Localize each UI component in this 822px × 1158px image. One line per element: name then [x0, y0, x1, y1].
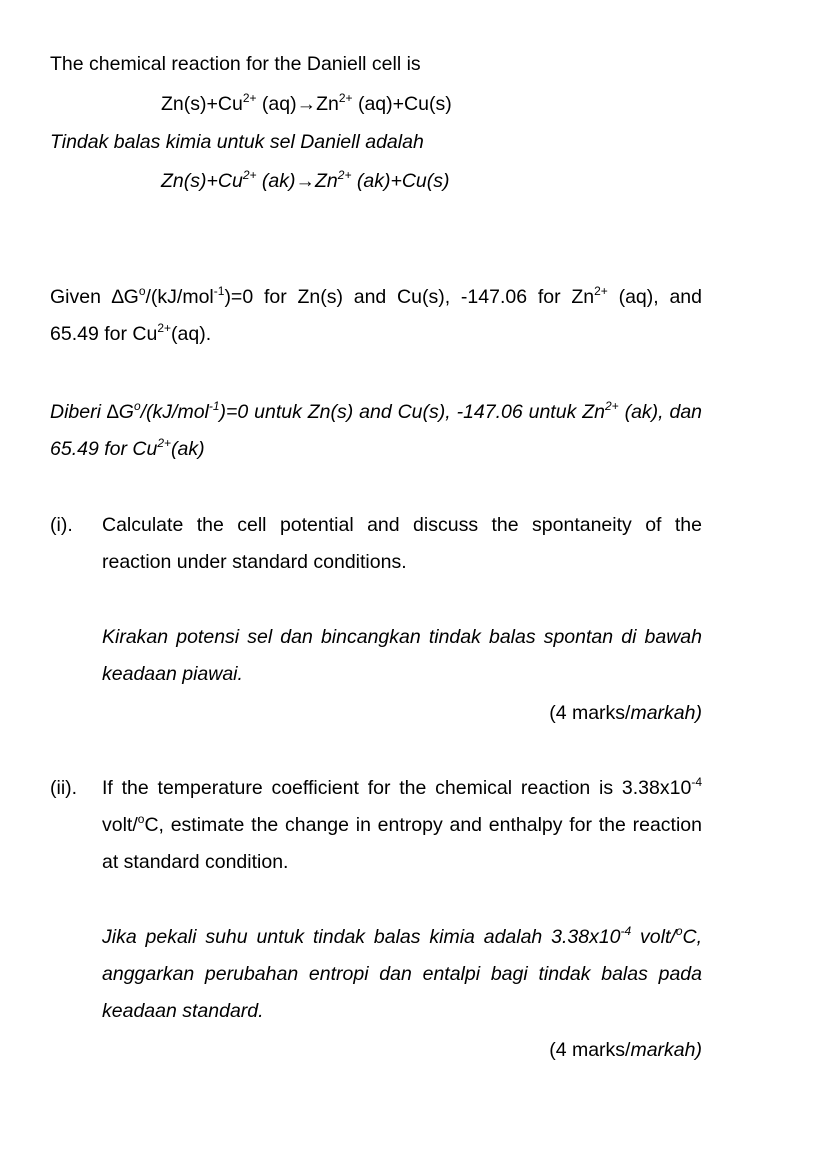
reaction-equation-en: $Zn(s)+Cu^{2+}$ $(aq)\to Zn^{2+}$ (aq)+Cu(s): [161, 91, 452, 115]
intro-text-en: The chemical reaction for the Daniell cell is: [50, 53, 421, 75]
given-data-en: Given $\Delta G^o/(kJ/mol^{-1})=0$ for Zn(s) and Cu(s), -147.06 for $Zn^{2+}$ (aq), and 65.49 for $Cu^{2+}(aq)$.: [50, 284, 702, 345]
question-text-ms: Kirakan potensi sel dan bincangkan tindak balas spontan di bawah keadaan piawai.: [102, 626, 702, 685]
marks-label: (4 marks/markah): [549, 1039, 702, 1061]
question-label: (i).: [50, 514, 73, 536]
question-text-en: If the temperature coefficient for the chemical reaction is $3.38x10^{-4}$ volt/$^o$C, estimate the change in entropy and enthalpy for the reaction at standard condition.: [102, 775, 702, 873]
reaction-equation-ms: $Zn(s)+Cu^{2+}$ $(ak)\to Zn^{2+}$ (ak)+Cu(s): [161, 168, 450, 192]
question-text-ms: Jika pekali suhu untuk tindak balas kimia adalah $3.38x10^{-4}$ volt/$^o$C, anggarkan perubahan entropi dan entalpi bagi tindak balas pada keadaan standard.: [102, 924, 703, 1022]
given-data-ms: Diberi $\Delta G^o/(kJ/mol^{-1})=0$ untuk Zn(s) and Cu(s), -147.06 untuk $Zn^{2+}$ (ak), dan 65.49 for $Cu^{2+}(ak)$: [50, 399, 703, 460]
question-label: (ii).: [50, 777, 78, 799]
question-text-en: Calculate the cell potential and discuss the spontaneity of the reaction under standard conditions.: [102, 514, 702, 573]
marks-label: (4 marks/markah): [549, 702, 702, 724]
intro-text-ms: Tindak balas kimia untuk sel Daniell adalah: [50, 131, 424, 153]
